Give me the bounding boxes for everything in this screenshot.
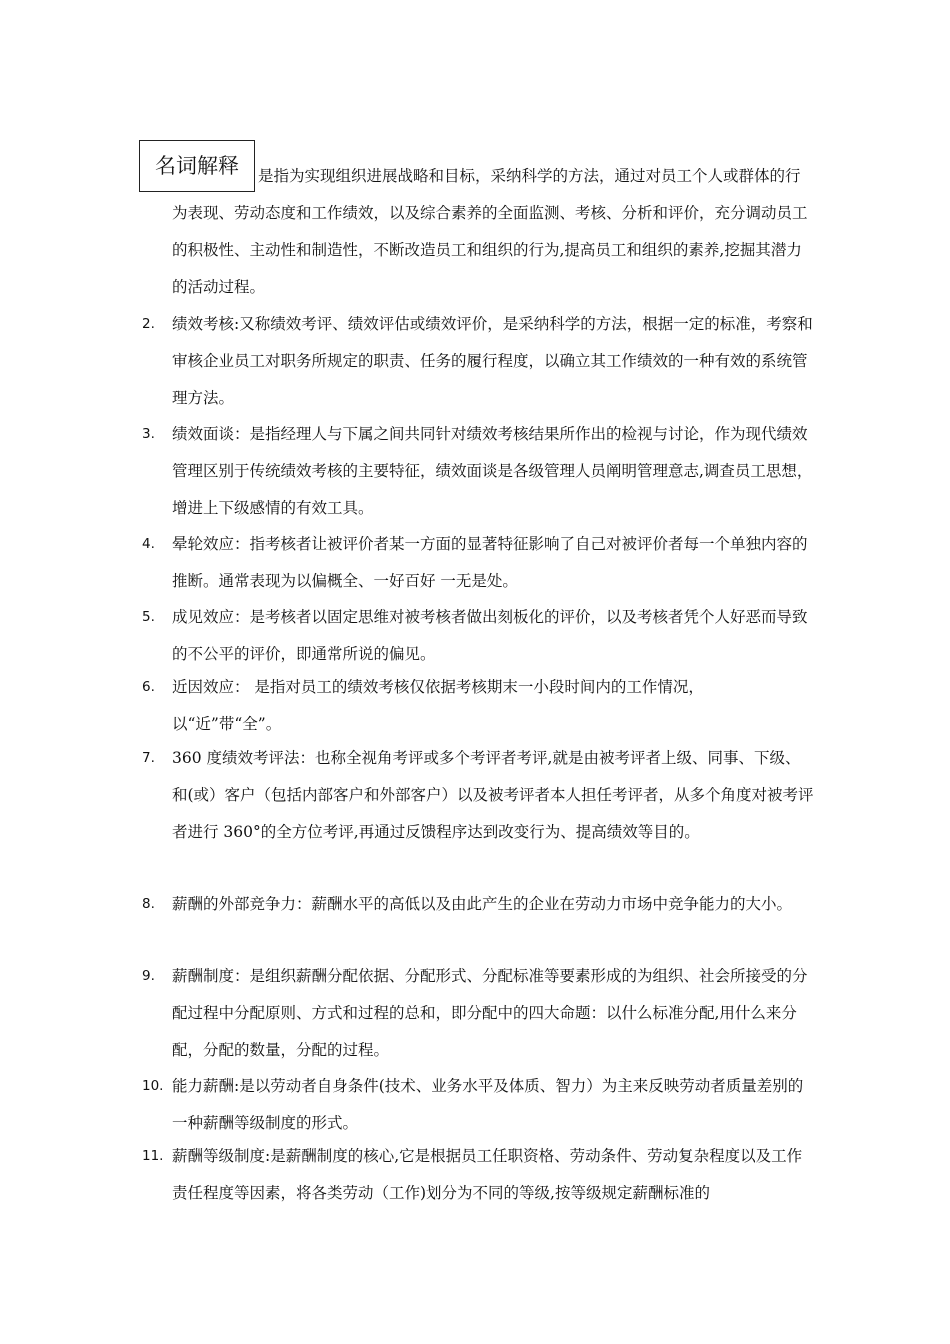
item-text: 成见效应：是考核者以固定思维对被考核者做出刻板化的评价，以及考核者凭个人好恶而导致的不公平的评价，即通常所说的偏见。 [172,608,808,663]
item-number: 6. [142,679,155,695]
item-text: 薪酬等级制度:是薪酬制度的核心,它是根据员工任职资格、劳动条件、劳动复杂程度以及工作责任程度等因素，将各类劳动（工作)划分为不同的等级,按等级规定薪酬标准的 [172,1147,803,1202]
definition-item [142,1138,814,1212]
item-text: 晕轮效应：指考核者让被评价者某一方面的显著特征影响了自己对被评价者每一个单独内容的推断。通常表现为以偏概全、一好百好 一无是处。 [172,535,808,590]
item-number: 4. [142,536,155,552]
item-text: 绩效面谈：是指经理人与下属之间共同针对绩效考核结果所作出的检视与讨论，作为现代绩效管理区别于传统绩效考核的主要特征，绩效面谈是各级管理人员阐明管理意志,调查员工思想，增进上下级感情的有效工具。 [172,425,813,517]
definition-item [142,306,814,417]
definition-item [142,740,814,851]
item-text: 能力薪酬:是以劳动者自身条件(技术、业务水平及体质、智力）为主来反映劳动者质量差别的一种薪酬等级制度的形式。 [172,1077,804,1132]
section-heading: 名词解释 [155,154,239,178]
definition-1 [172,158,814,306]
item-number: 2. [142,316,155,332]
definition-item [142,416,814,527]
item-number: 3. [142,426,155,442]
definition-item [142,599,814,673]
item-text: 薪酬的外部竞争力：薪酬水平的高低以及由此产生的企业在劳动力市场中竞争能力的大小。 [172,895,793,913]
definition-1-text: 是指为实现组织进展战略和目标，采纳科学的方法，通过对员工个人或群体的行为表现、劳动态度和工作绩效，以及综合素养的全面监测、考核、分析和评价，充分调动员工的积极性、主动性和制造性，不断改造员工和组织的行为,提高员工和组织的素养,挖掘其潜力的活动过程。 [172,167,808,296]
definition-item [142,886,814,923]
definition-item [142,526,814,600]
item-number: 11. [142,1148,164,1164]
definition-item [142,958,814,1069]
definition-item [142,1068,814,1142]
item-number: 9. [142,968,155,984]
item-text: 薪酬制度：是组织薪酬分配依据、分配形式、分配标准等要素形成的为组织、社会所接受的分配过程中分配原则、方式和过程的总和，即分配中的四大命题：以什么标准分配,用什么来分配，分配的数量，分配的过程。 [172,967,808,1059]
definition-item [142,669,814,743]
item-text: 360 度绩效考评法：也称全视角考评或多个考评者考评,就是由被考评者上级、同事、下级、和(或）客户（包括内部客户和外部客户）以及被考评者本人担任考评者，从多个角度对被考评者进行 360°的全方位考评,再通过反馈程序达到改变行为、提高绩效等目的。 [172,749,814,841]
item-number: 7. [142,750,155,766]
item-text: 近因效应： 是指对员工的绩效考核仅依据考核期末一小段时间内的工作情况， 以“近”带“全”。 [172,678,704,733]
item-number: 10. [142,1078,164,1094]
section-heading-box [139,140,255,192]
item-number: 8. [142,896,155,912]
item-number: 5. [142,609,155,625]
item-text: 绩效考核:又称绩效考评、绩效评估或绩效评价，是采纳科学的方法，根据一定的标准，考察和审核企业员工对职务所规定的职责、任务的履行程度，以确立其工作绩效的一种有效的系统管理方法。 [172,315,813,407]
